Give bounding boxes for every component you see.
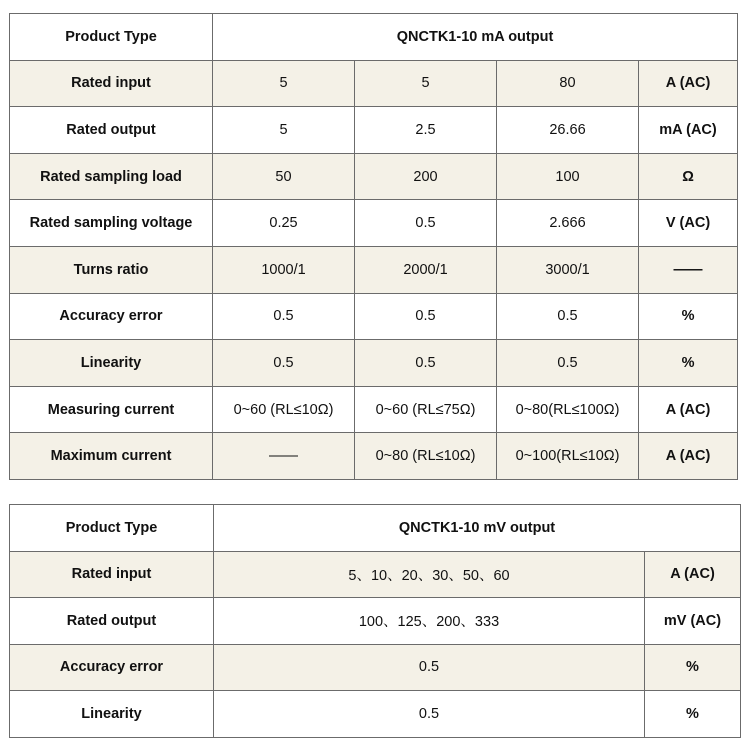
cell: 0.5 — [213, 293, 355, 340]
unit-cell: —— — [639, 246, 738, 293]
row-label: Linearity — [10, 340, 213, 387]
cell: 0~60 (RL≤10Ω) — [213, 386, 355, 433]
cell: 5 — [213, 107, 355, 154]
row-label: Rated output — [10, 598, 214, 645]
table-row — [10, 60, 738, 107]
row-label: Rated output — [10, 107, 213, 154]
row-label: Rated input — [10, 551, 214, 598]
unit-cell: Ω — [639, 153, 738, 200]
cell: 0~80 (RL≤10Ω) — [355, 433, 497, 480]
table-row — [10, 386, 738, 433]
unit-cell: A (AC) — [639, 60, 738, 107]
mv-output-spec-table — [9, 504, 741, 738]
unit-cell: % — [645, 644, 741, 691]
unit-cell: % — [639, 293, 738, 340]
cell: 0.5 — [214, 644, 645, 691]
table-row — [10, 551, 741, 598]
table-row — [10, 340, 738, 387]
table-row — [10, 153, 738, 200]
row-label: Rated sampling voltage — [10, 200, 213, 247]
cell: 0.5 — [355, 340, 497, 387]
table-row — [10, 433, 738, 480]
cell: 0.5 — [214, 691, 645, 738]
table-row — [10, 644, 741, 691]
unit-cell: mA (AC) — [639, 107, 738, 154]
cell: 26.66 — [497, 107, 639, 154]
row-label: Rated input — [10, 60, 213, 107]
table-row — [10, 598, 741, 645]
cell: 0~100(RL≤10Ω) — [497, 433, 639, 480]
cell: 5 — [355, 60, 497, 107]
row-label: Rated sampling load — [10, 153, 213, 200]
unit-cell: % — [645, 691, 741, 738]
cell: 3000/1 — [497, 246, 639, 293]
cell: 2.666 — [497, 200, 639, 247]
cell: 100、125、200、333 — [214, 598, 645, 645]
cell: —— — [213, 433, 355, 480]
cell: 2.5 — [355, 107, 497, 154]
product-type-label: Product Type — [10, 505, 214, 552]
cell: 2000/1 — [355, 246, 497, 293]
cell: 100 — [497, 153, 639, 200]
table-header-row — [10, 14, 738, 61]
table-row — [10, 107, 738, 154]
cell: 0.5 — [497, 340, 639, 387]
cell: 0.5 — [213, 340, 355, 387]
cell: 80 — [497, 60, 639, 107]
row-label: Turns ratio — [10, 246, 213, 293]
table-row — [10, 246, 738, 293]
unit-cell: V (AC) — [639, 200, 738, 247]
unit-cell: mV (AC) — [645, 598, 741, 645]
cell: 5 — [213, 60, 355, 107]
unit-cell: A (AC) — [639, 386, 738, 433]
cell: 200 — [355, 153, 497, 200]
unit-cell: A (AC) — [645, 551, 741, 598]
cell: 0~60 (RL≤75Ω) — [355, 386, 497, 433]
ma-output-spec-table — [9, 13, 738, 480]
cell: 0.5 — [355, 200, 497, 247]
cell: 0~80(RL≤100Ω) — [497, 386, 639, 433]
row-label: Maximum current — [10, 433, 213, 480]
unit-cell: A (AC) — [639, 433, 738, 480]
product-type-value: QNCTK1-10 mV output — [214, 505, 741, 552]
product-type-value: QNCTK1-10 mA output — [213, 14, 738, 61]
unit-cell: % — [639, 340, 738, 387]
cell: 0.25 — [213, 200, 355, 247]
row-label: Measuring current — [10, 386, 213, 433]
table-row — [10, 200, 738, 247]
row-label: Linearity — [10, 691, 214, 738]
table-row — [10, 293, 738, 340]
row-label: Accuracy error — [10, 293, 213, 340]
cell: 0.5 — [497, 293, 639, 340]
cell: 1000/1 — [213, 246, 355, 293]
cell: 0.5 — [355, 293, 497, 340]
table-header-row — [10, 505, 741, 552]
product-type-label: Product Type — [10, 14, 213, 61]
row-label: Accuracy error — [10, 644, 214, 691]
cell: 50 — [213, 153, 355, 200]
cell: 5、10、20、30、50、60 — [214, 551, 645, 598]
table-row — [10, 691, 741, 738]
